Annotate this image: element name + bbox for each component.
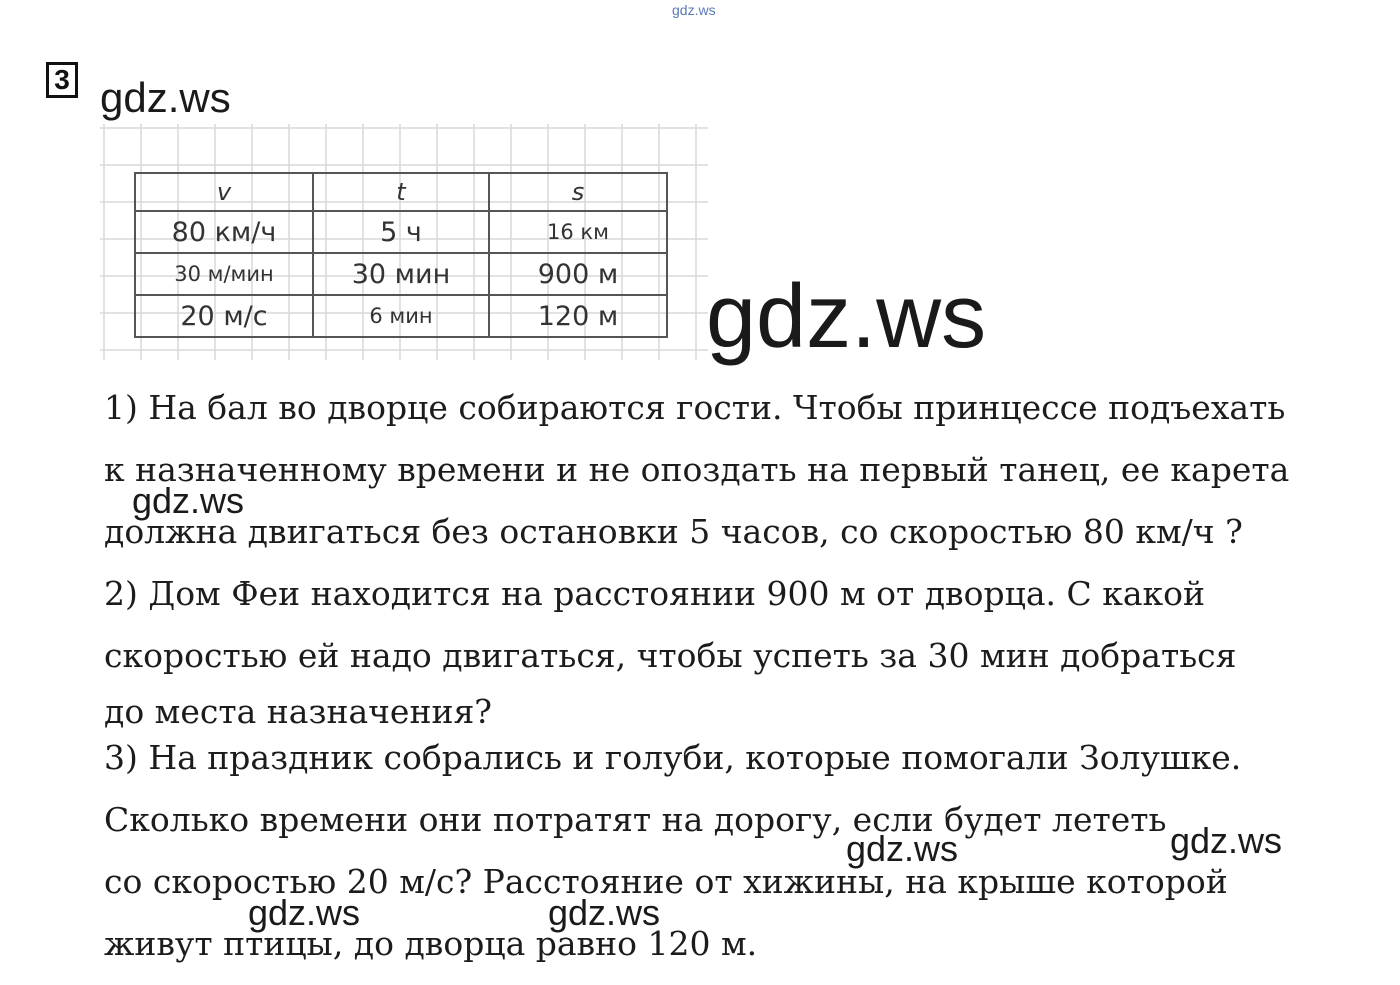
cell-speed: 80 км/ч bbox=[135, 211, 313, 253]
problem-2-line-3: до места назначения? bbox=[104, 692, 492, 731]
speed-time-distance-table bbox=[134, 172, 668, 338]
table-row bbox=[135, 253, 667, 295]
cell-time: 5 ч bbox=[313, 211, 489, 253]
cell-distance: 120 м bbox=[489, 295, 667, 337]
problem-1-line-1: 1) На бал во дворце собираются гости. Чтобы принцессе подъехать bbox=[104, 388, 1286, 427]
cell-distance-answer: 16 км bbox=[489, 211, 667, 253]
problem-2-line-2: скоростью ей надо двигаться, чтобы успеть за 30 мин добраться bbox=[104, 636, 1237, 675]
top-watermark: gdz.ws bbox=[672, 2, 716, 18]
cell-speed-answer: 30 м/мин bbox=[135, 253, 313, 295]
big-watermark: gdz.ws bbox=[706, 267, 987, 367]
bottom-watermark: gdz.ws bbox=[846, 828, 959, 869]
header-watermark: gdz.ws bbox=[100, 74, 231, 121]
cell-time-answer: 6 мин bbox=[313, 295, 489, 337]
cell-distance: 900 м bbox=[489, 253, 667, 295]
header-v: v bbox=[135, 173, 313, 211]
problem-1-line-3: должна двигаться без остановки 5 часов, со скоростью 80 км/ч ? bbox=[104, 512, 1243, 551]
bottom-watermark: gdz.ws bbox=[548, 892, 661, 933]
table-row bbox=[135, 211, 667, 253]
task-number-box: 3 bbox=[46, 62, 78, 98]
problem-3-line-1: 3) На праздник собрались и голуби, которые помогали Золушке. bbox=[104, 738, 1242, 777]
header-s: s bbox=[489, 173, 667, 211]
bottom-watermark: gdz.ws bbox=[1170, 820, 1283, 861]
cell-speed: 20 м/с bbox=[135, 295, 313, 337]
problem-1-line-2: к назначенному времени и не опоздать на первый танец, ее карета bbox=[104, 450, 1290, 489]
table-row bbox=[135, 295, 667, 337]
bottom-watermark: gdz.ws bbox=[248, 892, 361, 933]
problem-2-line-1: 2) Дом Феи находится на расстоянии 900 м от дворца. С какой bbox=[104, 574, 1206, 613]
problem-3-line-4: живут птицы, до дворца равно 120 м. bbox=[104, 924, 758, 963]
table-header-row bbox=[135, 173, 667, 211]
problem-3-line-3: со скоростью 20 м/с? Расстояние от хижины, на крыше которой bbox=[104, 862, 1228, 901]
problem-3-line-2: Сколько времени они потратят на дорогу, если будет лететь bbox=[104, 800, 1167, 839]
header-t: t bbox=[313, 173, 489, 211]
mid-watermark: gdz.ws bbox=[132, 480, 245, 521]
cell-time: 30 мин bbox=[313, 253, 489, 295]
